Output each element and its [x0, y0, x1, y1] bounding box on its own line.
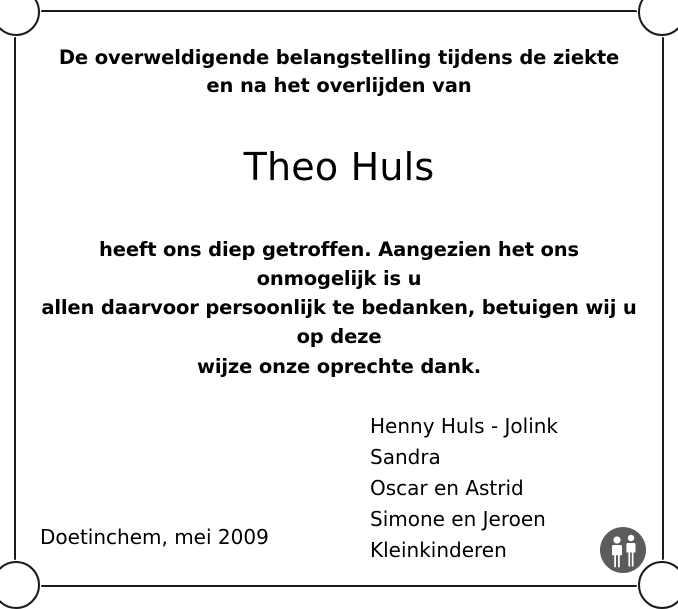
list-item: Henny Huls - Jolink — [370, 413, 559, 438]
body-line-3: wijze onze oprechte dank. — [197, 354, 481, 378]
logo-figures-icon — [600, 527, 646, 573]
body-text — [40, 235, 638, 381]
body-line-2: allen daarvoor persoonlijk te bedanken, betuigen wij u op deze — [41, 296, 637, 349]
list-item: Kleinkinderen — [370, 537, 507, 562]
intro-line-1: De overweldigende belangstelling tijdens de ziekte — [58, 46, 620, 69]
list-item: Simone en Jeroen — [370, 506, 546, 531]
list-item: Sandra — [370, 444, 441, 469]
body-line-1: heeft ons diep getroffen. Aangezien het ons onmogelijk is u — [99, 237, 579, 290]
deceased-name: Theo Huls — [243, 144, 435, 189]
family-figures-logo — [600, 527, 646, 573]
card-content — [14, 10, 664, 587]
place-and-date: Doetinchem, mei 2009 — [40, 525, 269, 549]
list-item: Oscar en Astrid — [370, 475, 524, 500]
intro-text — [40, 44, 638, 101]
intro-line-2: en na het overlijden van — [206, 74, 472, 98]
memorial-card — [14, 10, 664, 587]
